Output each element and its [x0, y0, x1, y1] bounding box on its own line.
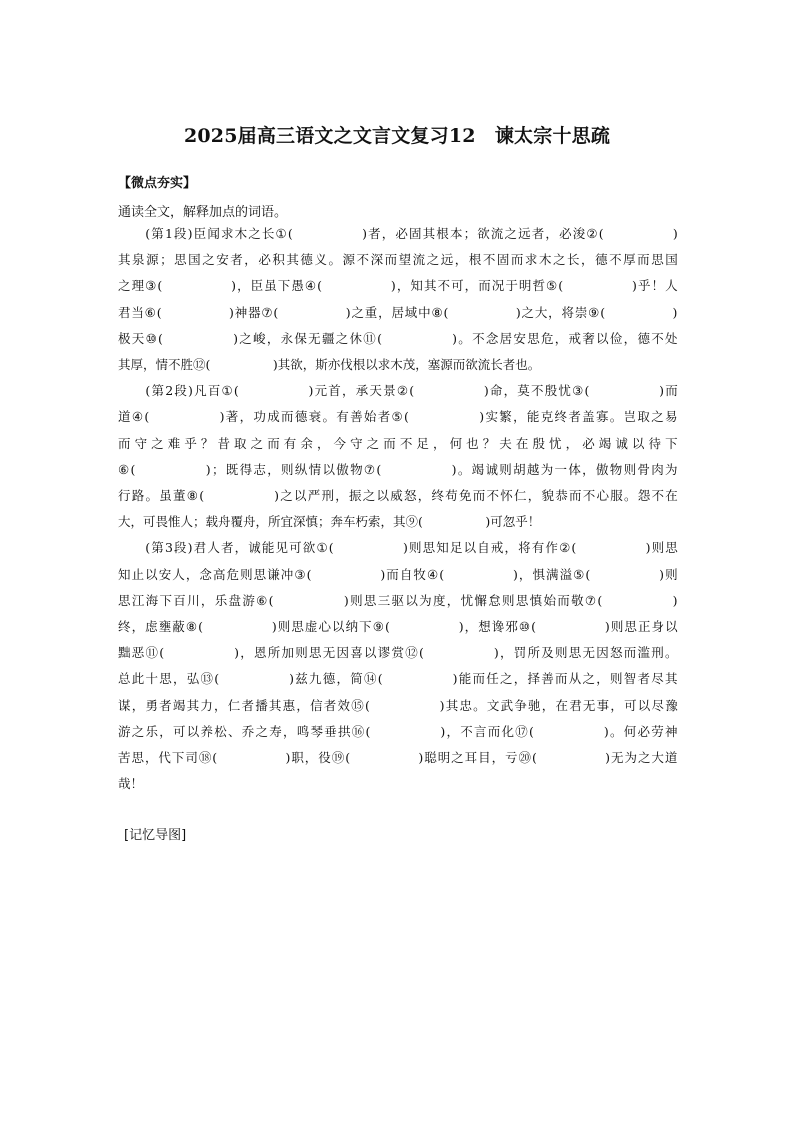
passage-line: 道 ④ ( ) 著 ， 功 成 而 德 衰 。 有 善 始 者 ⑤ ( ) 实 繁 ， 能 克 终 者 盖 寡 。 岂 取 之 易: [118, 409, 678, 425]
passage-line: 大，可畏惟人；载舟覆舟，所宜深慎；奔车朽索，其⑨( )可忽乎！: [118, 514, 541, 530]
section-heading: 【微点夯实】: [118, 176, 197, 191]
passage-line: 游 之 乐 ， 可 以 养 松 、 乔 之 寿 ， 鸣 琴 垂 拱 ⑯ ( ) ， 不 言 而 化 ⑰ ( ) 。 何 必 劳 神: [118, 723, 678, 739]
passage-line: 知 止 以 安 人 ， 念 高 危 则 思 谦 冲 ③ ( ) 而 自 牧 ④ ( ) ， 惧 满 溢 ⑤ ( ) 则: [118, 566, 678, 582]
passage-line: 谋 ， 勇 者 竭 其 力 ， 仁 者 播 其 惠 ， 信 者 效 ⑮ ( ) 其 忠 。 文 武 争 驰 ， 在 君 无 事 ， 可 以 尽 豫: [118, 697, 678, 713]
passage-line: 君 当 ⑥ ( ) 神 器 ⑦ ( ) 之 重 ， 居 域 中 ⑧ ( ) 之 大 ， 将 崇 ⑨ ( ): [118, 304, 678, 320]
passage-line: 哉！: [118, 776, 144, 792]
passage-line: 终 ， 虑 壅 蔽 ⑧ ( ) 则 思 虚 心 以 纳 下 ⑨ ( ) ， 想 谗 邪 ⑩ ( ) 则 思 正 身 以: [118, 619, 678, 634]
passage-line: 其 泉 源 ； 思 国 之 安 者 ， 必 积 其 德 义 。 源 不 深 而 望 流 之 远 ， 根 不 固 而 求 木 之 长 ， 德 不 厚 而 思 国: [118, 252, 678, 268]
passage-line: 黜 恶 ⑪ ( ) ， 恩 所 加 则 思 无 因 喜 以 谬 赏 ⑫ ( ) ， 罚 所 及 则 思 无 因 怒 而 滥 刑 。: [118, 645, 678, 661]
passage-line: 之 理 ③ ( ) ， 臣 虽 下 愚 ④ ( ) ， 知 其 不 可 ， 而 况 于 明 哲 ⑤ ( ) 乎 ！ 人: [118, 278, 678, 294]
passage-line: 而 守 之 难 乎 ？ 昔 取 之 而 有 余 ， 今 守 之 而 不 足 ， 何 也 ？ 夫 在 殷 忧 ， 必 竭 诚 以 待 下: [118, 435, 678, 451]
passage-line: 行 路 。 虽 董 ⑧ ( ) 之 以 严 刑 ， 振 之 以 威 怒 ， 终 苟 免 而 不 怀 仁 ， 貌 恭 而 不 心 服 。 怨 不 在: [118, 488, 678, 503]
passage-line: 其厚，情不胜⑫( )其欲，斯亦伐根以求木茂，塞源而欲流长者也。: [118, 357, 541, 372]
memory-map-label: [记忆导图]: [124, 828, 187, 843]
passage-line: ( 第 1 段 ) 臣 闻 求 木 之 长 ① ( ) 者 ， 必 固 其 根 本 ； 欲 流 之 远 者 ， 必 浚 ② ( ): [145, 226, 678, 241]
passage-line: ( 第 2 段 ) 凡 百 ① ( ) 元 首 ， 承 天 景 ② ( ) 命 ， 莫 不 殷 忧 ③ ( ) 而: [145, 383, 678, 399]
instruction-text: 通读全文，解释加点的词语。: [118, 205, 288, 220]
passage-line: ⑥ ( ) ； 既 得 志 ， 则 纵 情 以 傲 物 ⑦ ( ) 。 竭 诚 则 胡 越 为 一 体 ， 傲 物 则 骨 肉 为: [118, 461, 678, 477]
page-title: 2025届高三语文之文言文复习12 谏太宗十思疏: [183, 125, 611, 147]
passage-line: ( 第 3 段 ) 君 人 者 ， 诚 能 见 可 欲 ① ( ) 则 思 知 足 以 自 戒 ， 将 有 作 ② ( ) 则 思: [145, 540, 678, 556]
passage-line: 苦 思 ， 代 下 司 ⑱ ( ) 职 ， 役 ⑲ ( ) 聪 明 之 耳 目 ， 亏 ⑳ ( ) 无 为 之 大 道: [118, 750, 678, 765]
passage-line: 思 江 海 下 百 川 ， 乐 盘 游 ⑥ ( ) 则 思 三 驱 以 为 度 ， 忧 懈 怠 则 思 慎 始 而 敬 ⑦ ( ): [118, 592, 678, 608]
passage-line: 极 天 ⑩ ( ) 之 峻 ， 永 保 无 疆 之 休 ⑪ ( ) 。 不 念 居 安 思 危 ， 戒 奢 以 俭 ， 德 不 处: [118, 330, 678, 346]
passage-line: 总 此 十 思 ， 弘 ⑬ ( ) 兹 九 德 ， 简 ⑭ ( ) 能 而 任 之 ， 择 善 而 从 之 ， 则 智 者 尽 其: [118, 671, 678, 687]
